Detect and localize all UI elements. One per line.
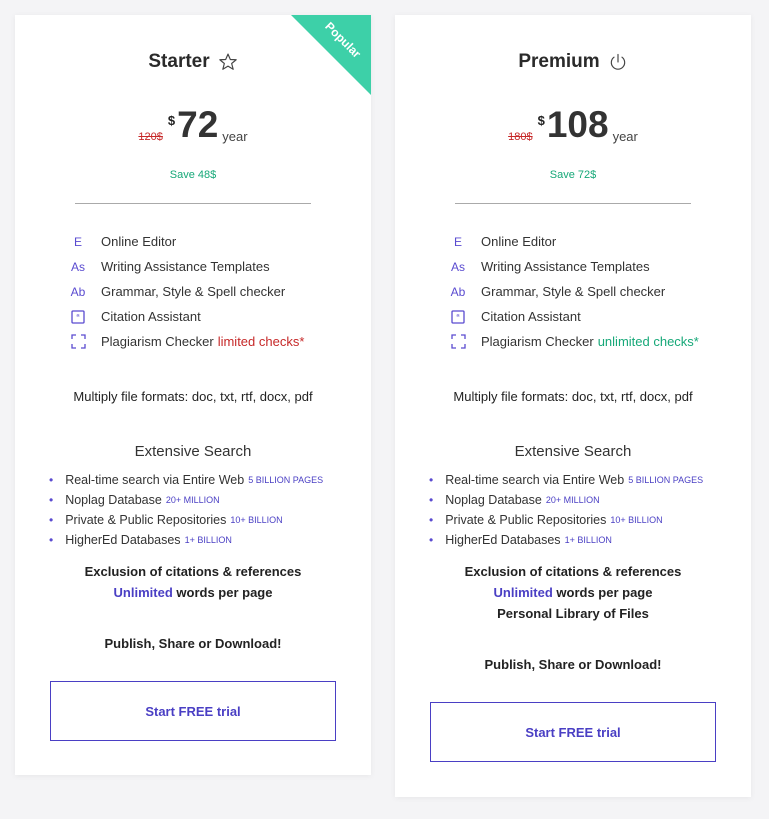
templates-icon: As (70, 259, 85, 274)
search-item-tag: 20+ MILLION (165, 495, 220, 505)
plan-title: Starter (148, 51, 210, 72)
start-free-trial-button[interactable]: Start FREE trial (430, 702, 716, 762)
extras-block (15, 564, 371, 606)
divider (75, 203, 311, 204)
search-item-tag: 20+ MILLION (545, 495, 600, 505)
feature-item (447, 279, 741, 304)
bullet-icon: • (49, 473, 54, 487)
words-per-page-label: words per page (176, 585, 273, 600)
search-item-label: Noplag Database (65, 493, 162, 507)
feature-item (447, 329, 741, 354)
feature-item (67, 279, 361, 304)
save-amount: Save 72$ (549, 169, 597, 181)
search-item-tag: 5 BILLION PAGES (248, 475, 324, 485)
feature-item (67, 329, 361, 354)
bullet-icon: • (429, 533, 434, 547)
feature-label: Online Editor (101, 234, 177, 249)
search-item (49, 470, 366, 490)
plagiarism-scan-icon (447, 334, 469, 349)
feature-label: Grammar, Style & Spell checker (481, 284, 666, 299)
currency-symbol: $ (537, 113, 545, 128)
unlimited-word: Unlimited (493, 585, 553, 600)
plagiarism-scan-icon (67, 334, 89, 349)
bullet-icon: • (49, 513, 54, 527)
publish-text: Publish, Share or Download! (484, 657, 662, 672)
extras-block (395, 564, 751, 627)
editor-icon: E (73, 234, 82, 249)
feature-label: Online Editor (481, 234, 557, 249)
personal-library: Personal Library of Files (497, 606, 649, 621)
plan-title-row (395, 51, 751, 73)
feature-item (67, 254, 361, 279)
bullet-icon: • (429, 513, 434, 527)
exclusion-text: Exclusion of citations & references (84, 564, 302, 579)
bullet-icon: • (49, 493, 54, 507)
popular-ribbon-label: Popular (322, 19, 364, 61)
feature-label: Plagiarism Checker (101, 334, 214, 349)
feature-label: Plagiarism Checker (481, 334, 594, 349)
plan-card-premium (395, 15, 751, 797)
templates-icon: As (450, 259, 465, 274)
file-formats: Multiply file formats: doc, txt, rtf, docx, pdf (453, 389, 693, 404)
grammar-icon: Ab (70, 284, 86, 299)
search-list (429, 470, 746, 550)
search-item (49, 510, 366, 530)
grammar-icon: Ab (450, 284, 466, 299)
feature-item (447, 254, 741, 279)
unlimited-word: Unlimited (113, 585, 173, 600)
feature-list (447, 229, 741, 354)
search-title: Extensive Search (134, 443, 252, 460)
search-item-tag: 1+ BILLION (564, 535, 612, 545)
price-period: year (612, 129, 638, 144)
price-row (395, 105, 751, 145)
star-icon (218, 52, 238, 72)
search-item-label: Private & Public Repositories (445, 513, 607, 527)
search-item-label: HigherEd Databases (65, 533, 181, 547)
citation-icon (67, 310, 89, 324)
search-item (429, 490, 746, 510)
bullet-icon: • (429, 493, 434, 507)
plan-title-row (15, 51, 371, 73)
feature-label: Writing Assistance Templates (101, 259, 270, 274)
old-price: 180$ (508, 131, 533, 143)
search-item-tag: 1+ BILLION (184, 535, 232, 545)
citation-icon (447, 310, 469, 324)
currency-symbol: $ (167, 113, 176, 128)
divider (455, 203, 691, 204)
feature-item (447, 229, 741, 254)
svg-text:“: “ (456, 312, 460, 324)
search-item-label: Noplag Database (445, 493, 542, 507)
feature-item (447, 304, 741, 329)
search-item (49, 490, 366, 510)
search-item-label: Real-time search via Entire Web (65, 473, 245, 487)
bullet-icon: • (429, 473, 434, 487)
plagiarism-limit-note: unlimited checks* (597, 334, 699, 349)
feature-item (67, 229, 361, 254)
publish-text: Publish, Share or Download! (104, 636, 282, 651)
search-item (429, 470, 746, 490)
start-free-trial-button[interactable]: Start FREE trial (50, 681, 336, 741)
power-icon (608, 52, 628, 72)
editor-icon: E (453, 234, 462, 249)
search-item (429, 530, 746, 550)
feature-label: Citation Assistant (481, 309, 581, 324)
plan-title: Premium (518, 51, 600, 72)
search-item-tag: 5 BILLION PAGES (628, 475, 704, 485)
bullet-icon: • (49, 533, 54, 547)
feature-item (67, 304, 361, 329)
feature-label: Writing Assistance Templates (481, 259, 650, 274)
search-item-tag: 10+ BILLION (230, 515, 283, 525)
search-list (49, 470, 366, 550)
plagiarism-limit-note: limited checks* (217, 334, 305, 349)
price-amount: 72 (177, 104, 219, 145)
search-item (49, 530, 366, 550)
words-per-page (15, 585, 371, 606)
old-price: 120$ (138, 131, 163, 143)
save-amount: Save 48$ (169, 169, 217, 181)
search-item-label: Real-time search via Entire Web (445, 473, 625, 487)
svg-text:“: “ (76, 312, 80, 324)
search-item-label: Private & Public Repositories (65, 513, 227, 527)
words-per-page (395, 585, 751, 606)
price-amount: 108 (546, 104, 609, 145)
feature-label: Citation Assistant (101, 309, 201, 324)
search-item-tag: 10+ BILLION (610, 515, 663, 525)
search-title: Extensive Search (514, 443, 632, 460)
feature-label: Grammar, Style & Spell checker (101, 284, 286, 299)
search-item-label: HigherEd Databases (445, 533, 561, 547)
search-item (429, 510, 746, 530)
words-per-page-label: words per page (556, 585, 653, 600)
price-row (15, 105, 371, 145)
exclusion-text: Exclusion of citations & references (464, 564, 682, 579)
price-period: year (222, 129, 248, 144)
file-formats: Multiply file formats: doc, txt, rtf, docx, pdf (73, 389, 313, 404)
feature-list (67, 229, 361, 354)
plan-card-starter (15, 15, 371, 775)
